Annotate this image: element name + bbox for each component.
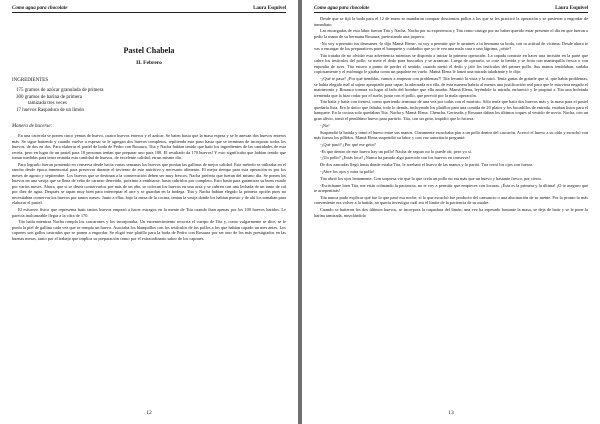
page-header (314, 6, 588, 13)
paragraph: Tita batía mientras Nacha rompía los cascarones y los incorporaba. Un estremecimiento recorría el cuerpo de Tita y, como vulgarmente se dice, se le ponía la piel de gallina cada vez que se rompía un huevo. Asociaba los blanquillos con los testículos de los pollos a los que habían capado un mes antes. Los capones son gallos castrados que se ponen a engordar. Se eligió este platillo para la boda de Pedro con Rosaura por ser uno de los más prestigiados en las buenas mesas, tanto por el trabajo que implica su preparación como por el extraordinario sabor de los capones. (12, 219, 286, 241)
page-number: 13 (448, 410, 454, 416)
method-heading: Manera de hacerse: (12, 124, 53, 129)
left-page (0, 0, 298, 424)
paragraph: Para lograrlo fueron poniendo en conserva desde hacía varias semanas los huevos que ponían las gallinas de mejor calidad. Este método se utilizaba en el rancho desde época inmemorial para preservar durante el invierno de este nutritivo y necesario alimento. El mejor tiempo para esta operación es por los meses de agosto y septiembre. Los huevos que se destinan a la conservación deben ser muy frescos. Nacha prefería que fueran del mismo día. Se ponen los huevos en una vasija que se llena de cebo de carnero derretido, próximo a entibiarse, hasta cubrirlos por completo. Esto basta para garantizar su buen estado por varios meses. Ahora, que si se desea conservarlos por más de un año, se colocan los huevos en una orza y se cubren con una lechada de un tanto de cal por diez de agua. Después se tapan muy bien para interceptar el aire y se guardan en la bodega. Tita y Nacha habían elegido la primera opción pues no necesitaban conservar los huevos por tantos meses. Junto a ellas, bajo la mesa de la cocina, tenían la vasija donde los habían puesto y de ahí los tomaban para elaborar el pastel. (12, 161, 286, 206)
paragraph: -¡No! (320, 122, 330, 128)
paragraph: Desde que se fijó la boda para el 12 de enero se mandaron comprar doscientos pollos a los que se les practicó la operación y se pusieron a engordar de inmediato. (314, 16, 588, 27)
paragraph: Suspendió la batida y tomó el huevo entre sus manos. Claramente escuchaba piar a un pollo dentro del cascarón. Acercó el huevo a su oído y escuchó con más fuerza los píllidos. Mamá Elena suspendió su labor y con voz autoritaria preguntó: (314, 129, 588, 141)
ingredient-item: 17 huevos Raspadura de un limón (16, 107, 84, 113)
paragraph: -¿Un pollo? ¿Estás loca? ¡Nunca ha pasado algo parecido con los huevos en conserva! (320, 155, 470, 161)
ingredients-list (16, 88, 286, 114)
paragraph: De dos zancadas llegó hasta donde estaba Tita, le arrebató el huevo de las manos y lo partió. Tita cerró los ojos con fuerza. (320, 162, 534, 168)
page-number: 12 (146, 410, 152, 416)
paragraph: Tita batía y batía con frenesí, como queriendo terminar de una vez por todas con el martirio. Sólo tenía que batir dos huevos más y la masa para el pastel quedaría lista. Era lo único que faltaba, todo lo demás, incluyendo los platillos para una comida de 20 platos y los bocadillos de entrada, estaban listos para el banquete. En la cocina solo quedaban Tita, Nacha y Mamá Elena. Chencha, Gertrudis y Rosaura daban los últimos toques al vestido de novia. Nacha, con un gran alivio, tomó el penúltimo huevo para partirlo. Tita, con un grito, impidió que lo hiciera. (314, 99, 588, 121)
right-page (302, 0, 600, 424)
ingredient-item: tamizada tres veces (28, 101, 67, 106)
paragraph: -Escúchame bien Tita, me estás colmando la paciencia, no te voy a permitir que empieces con locuras. ¡Ésta es la primera y la última! ¡O te aseguro que te arrepentirás! (314, 182, 588, 194)
ingredients-heading: INGREDIENTES (12, 78, 49, 83)
left-page-content (12, 16, 286, 404)
header-book-title: Como agua para chocolate (314, 6, 370, 11)
page-header (12, 6, 286, 13)
paragraph: Tita nunca pudo explicar qué fue lo que pasó esa noche, si lo que escuchó fue producto del cansancio o una alucinación de su mente. Por lo pronto lo más conveniente era volver a la batida, no quería investigar cuál era el límite de la paciencia de su madre. (314, 194, 588, 206)
paragraph: Las encargadas de esta labor fueron Tita y Nacha. Nacha por su experiencia y Tita como castigo por no haber querido estar presente el día en que fueron a pedir la mano de su hermana Rosaura, pretextando una jaqueca. (314, 28, 588, 39)
paragraph: -¡Abre los ojos y mira tu pollo! (320, 169, 375, 175)
recipe-title: Pastel Chabela (123, 46, 175, 55)
paragraph: -No voy a permitir tus desmanes -le dijo Mamá Elena-, ni voy a permitir que le arruines a tu hermana su boda, con tu actitud de víctima. Desde ahora te vas a encargar de los preparativos para el banquete y cuidadito que yo te vea una mala cara o una lágrima, ¿oíste? (314, 40, 588, 52)
paragraph: Tita abrió los ojos lentamente. Con sorpresa vio que lo que creía un pollo no era más que un huevo y bastante fresco, por cierto. (320, 175, 542, 181)
right-page-content (314, 16, 588, 404)
ingredient-item: 300 gramos de harina de primera (16, 94, 82, 100)
header-book-title: Como agua para chocolate (12, 6, 68, 11)
paragraph: Cuando se batieron los dos últimos huevos, se incorpora la raspadura del limón; una vez ha espesado bastante la masa, se deja de batir y se le pone la harina tamizada, mezclándola (314, 207, 588, 218)
chapter-subtitle: II. Febrero (136, 60, 162, 66)
paragraph: El esfuerzo físico que representa batir tantos huevos empezó a hacer estragos en la mente de Tita cuando iban apenas por los 100 huevos batidos. Le parecía inalcanzable llegar a la cifra de 170. (12, 207, 286, 218)
paragraph: -¿Qué pasó? ¿Por qué ese grito? (320, 141, 376, 147)
paragraph: -Es que dentro de este huevo hay un pollo! Nacha de seguro no lo puede oír, pero yo sí. (320, 148, 472, 154)
paragraph: Tita trataba de no olvidar esta advertencia mientras se disponía a iniciar la primera operación. La capada consiste en hacer una incisión en la parte que cubre los testículos del pollo, se mete el dedo para buscarlos y se arrancan. Luego de operarlo, se cose la herida y se frota con mantequilla fresca o con enjundia de aves. Tita estuvo a punto de perder el sentido, cuando metió el dedo y jaló los testículos del primer pollo. Sus manos temblaban, sudaba copiosamente y el estómago le giraba como un papalote en vuelo. Mamá Elena le lanzó una mirada taladrante y le dijo: (314, 52, 588, 75)
ingredient-item: 175 gramos de azúcar granulada de primera (16, 88, 104, 93)
paragraph: -¿Qué te pasa? ¿Por qué tiemblas, vamos a empezar con problemas?! Tita levantó la vista y la miró. Tenía ganas de gritarle que sí, que había problemas, se había elegido mal al sujeto apropiado para capar, la adecuada era ella, de esta manera habría al menos una justificación real para que le estuviera negado el matrimonio y Rosaura tomara su lugar al lado del hombre que ella amaba. Mamá Elena, leyéndole la mirada, enfureció y le propinó a Tita una bofetada tremenda que la hizo rodar por el suelo, junto con el pollo, que pereció por la mala operación. (314, 76, 588, 98)
paragraph: En una cacerola se ponen cinco yemas de huevo, cuatro huevos enteros y el azúcar. Se baten hasta que la masa espesa y se le anexan dos huevos enteros más. Se sigue batiendo y cuando vuelve a espesar se le agregan dos huevos completos, repitiendo este paso hasta que se terminan de incorporar todos los huevos, de dos en dos. Para elaborar el pastel de boda de Pedro con Rosaura, Tita y Nacha habían tenido que batir los ingredientes de las cantidades de esta receta, pero en lugar de un pastel para 18 personas tenían que preparar uno para 180. El resultado da 170 huevos! Y esto significaba que habían tenido que tomar medidas para tener reunida esta cantidad de huevos, de excelente calidad, en un mismo día. (12, 133, 286, 160)
header-author: Laura Esquivel (253, 6, 286, 11)
header-author: Laura Esquivel (555, 6, 588, 11)
